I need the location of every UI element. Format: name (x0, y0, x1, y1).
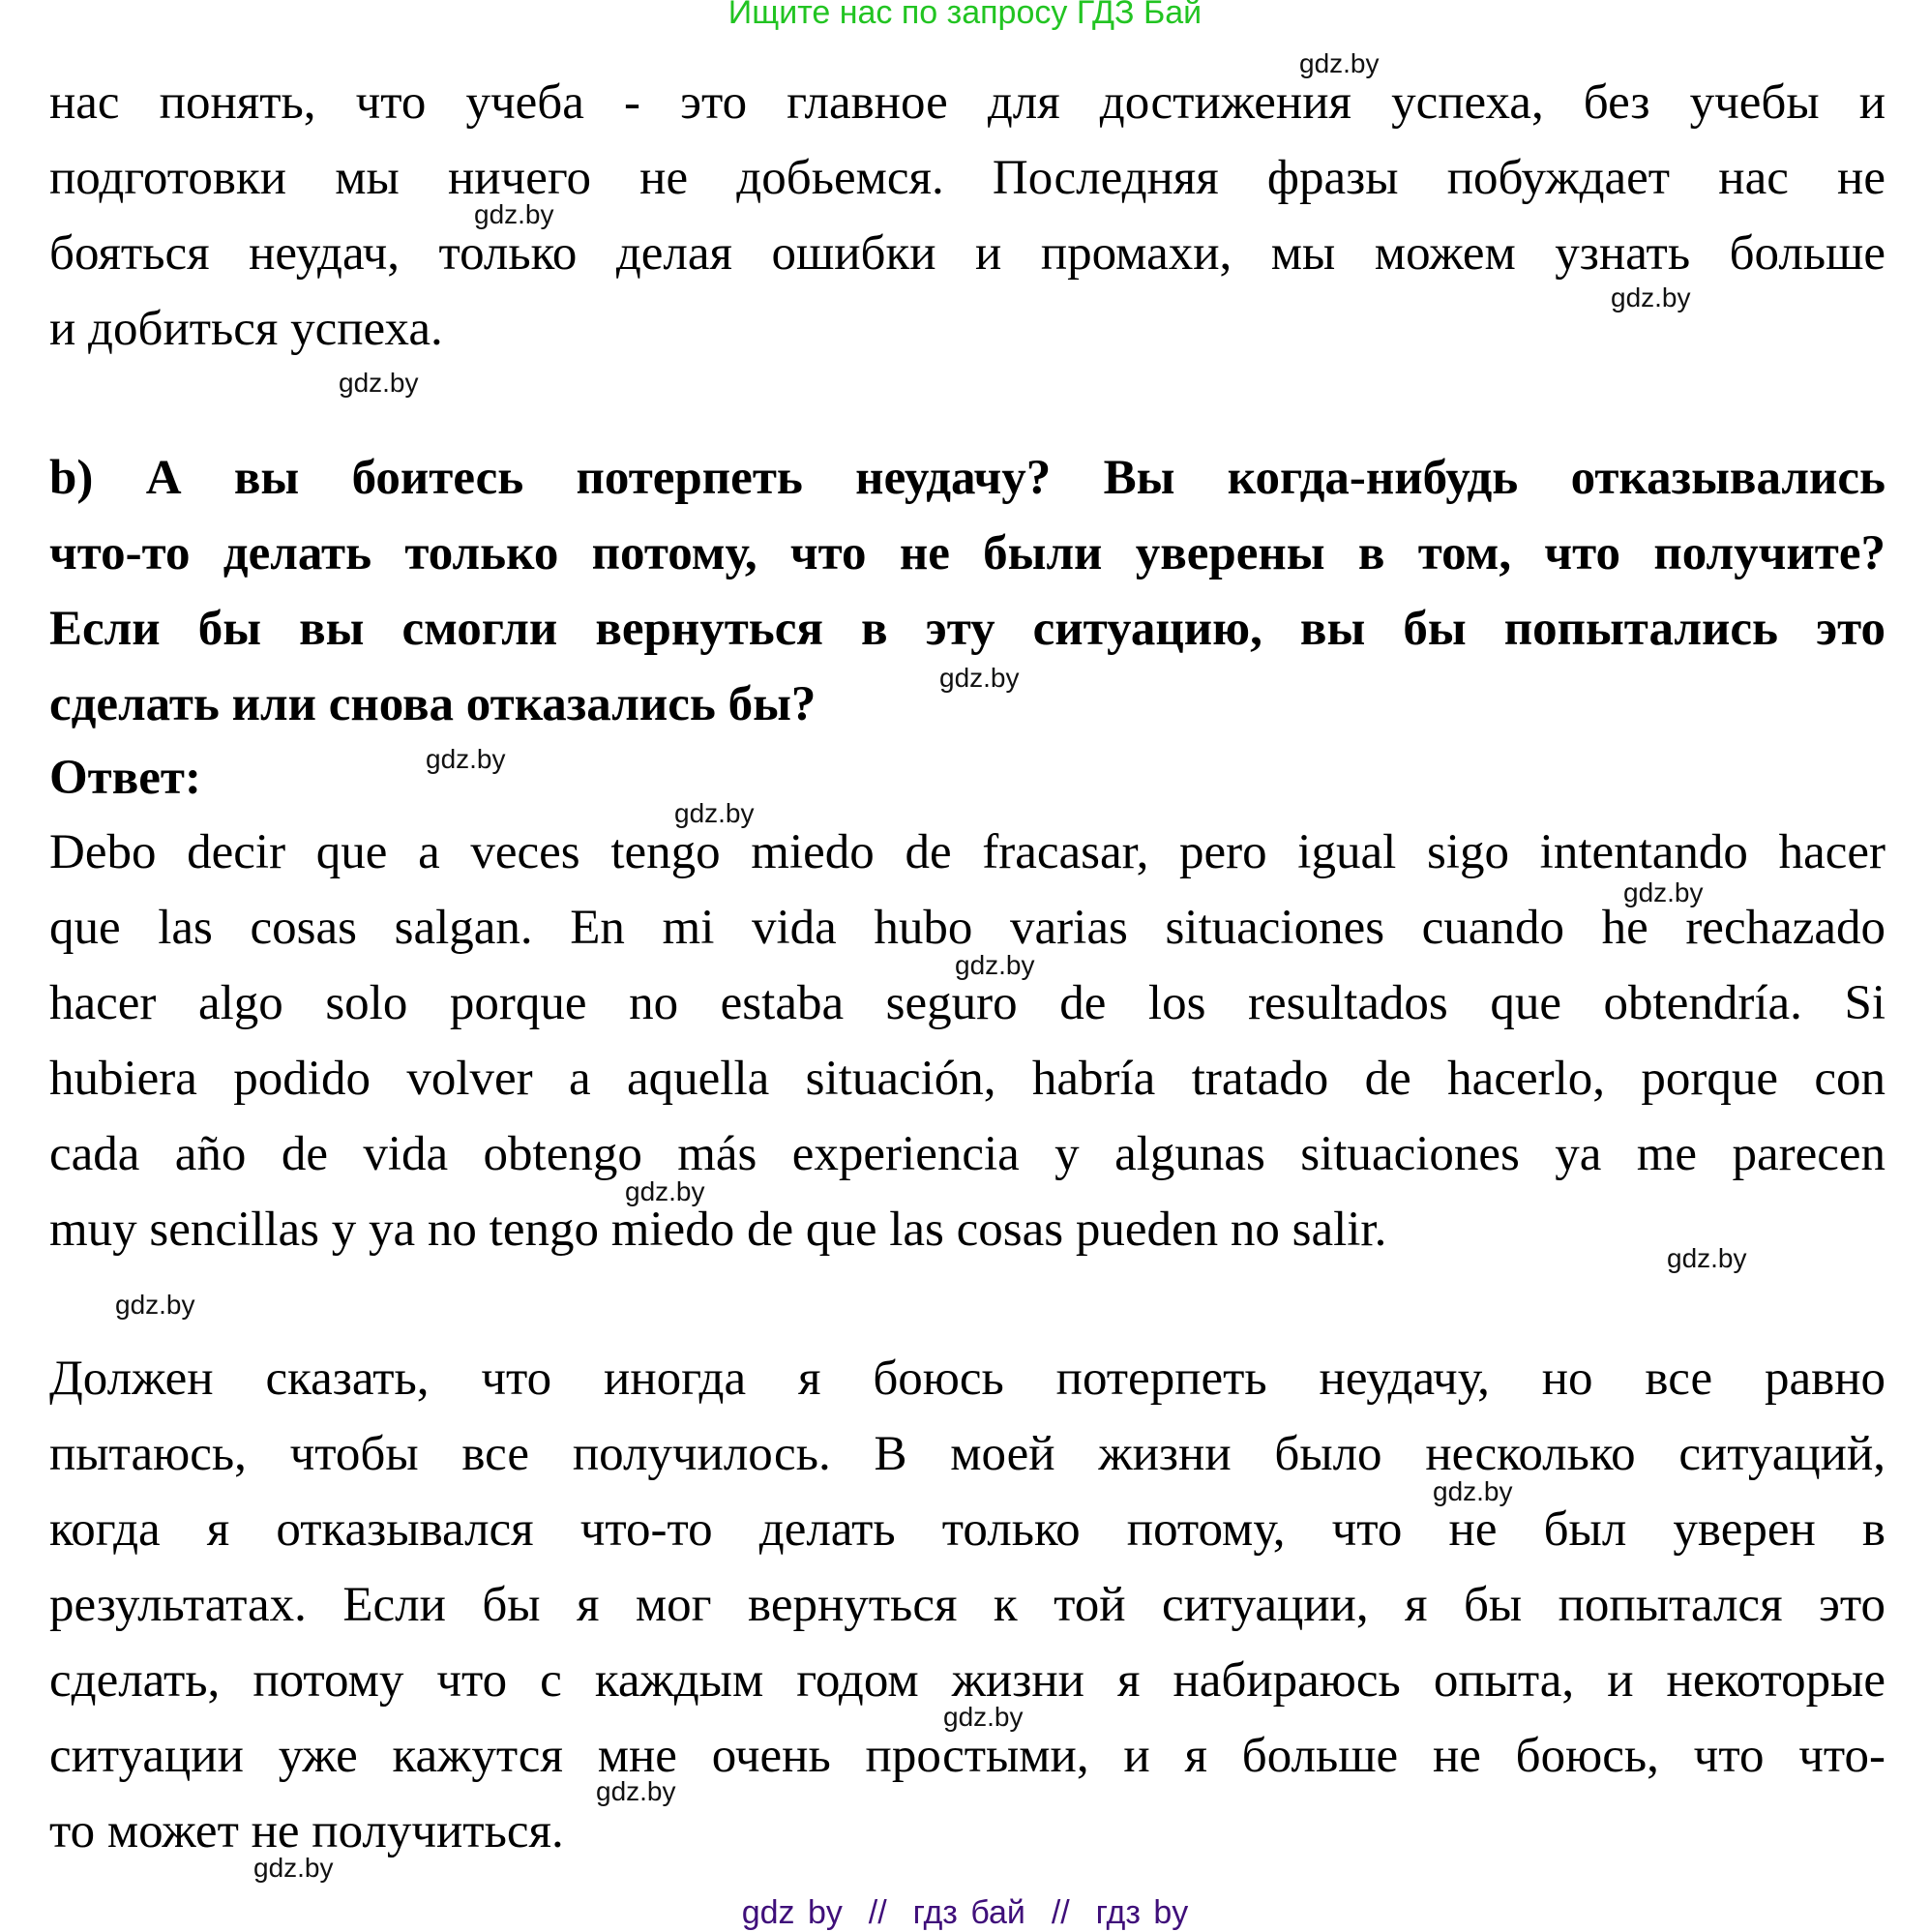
text-line: когда я отказывался что-то делать только потому, что не был уверен в (49, 1502, 1885, 1557)
text-line: que las cosas salgan. En mi vida hubo varias situaciones cuando he rechazado (49, 901, 1885, 955)
text-line: результатах. Если бы я мог вернуться к той ситуации, я бы попытался это (49, 1578, 1885, 1632)
watermark: gdz.by (596, 1776, 676, 1806)
text-line: cada año de vida obtengo más experiencia y algunas situaciones ya me parecen (49, 1127, 1885, 1181)
text-line: и добиться успеха. (49, 302, 443, 356)
watermark: gdz.by (955, 950, 1035, 980)
text-line: подготовки мы ничего не добьемся. Последняя фразы побуждает нас не (49, 151, 1885, 205)
answer-spanish (49, 815, 1885, 1267)
text-line: сделать или снова отказались бы? (49, 677, 817, 731)
text-line: Debo decir que a veces tengo miedo de fracasar, pero igual sigo intentando hacer (49, 825, 1885, 879)
answer-label: Ответ: (49, 751, 201, 805)
watermark: gdz.by (943, 1702, 1024, 1732)
watermark: gdz.by (474, 199, 554, 229)
text-line: то может не получиться. (49, 1804, 564, 1858)
text-line: ситуации уже кажутся мне очень простыми, и я больше не боюсь, что что- (49, 1729, 1885, 1783)
text-line: нас понять, что учеба - это главное для достижения успеха, без учебы и (49, 75, 1885, 130)
text-line: пытаюсь, чтобы все получилось. В моей жизни было несколько ситуаций, (49, 1427, 1885, 1481)
text-line: Если бы вы смогли вернуться в эту ситуацию, вы бы попытались это (49, 602, 1885, 656)
text-line: hubiera podido volver a aquella situación, habría tratado de hacerlo, porque con (49, 1052, 1885, 1106)
watermark: gdz.by (253, 1853, 334, 1883)
paragraph-intro (49, 65, 1885, 367)
text-line: muy sencillas y ya no tengo miedo de que las cosas pueden no salir. (49, 1203, 1387, 1257)
footer-links: gdz by // гдз бай // гдз by (741, 1894, 1189, 1931)
text-line: hacer algo solo porque no estaba seguro de los resultados que obtendría. Si (49, 976, 1885, 1030)
watermark: gdz.by (1623, 877, 1704, 907)
watermark: gdz.by (939, 663, 1020, 693)
watermark: gdz.by (1611, 282, 1691, 312)
watermark: gdz.by (1299, 48, 1380, 78)
answer-label-block (49, 740, 1885, 816)
search-hint-banner: Ищите нас по запросу ГДЗ Бай (727, 0, 1203, 31)
watermark: gdz.by (426, 744, 506, 774)
text-line: b) А вы боитесь потерпеть неудачу? Вы когда-нибудь отказывались (49, 451, 1885, 505)
watermark: gdz.by (1433, 1476, 1513, 1506)
text-line: сделать, потому что с каждым годом жизни я набираюсь опыта, и некоторые (49, 1653, 1885, 1708)
watermark: gdz.by (115, 1290, 195, 1320)
watermark: gdz.by (1667, 1243, 1747, 1273)
question-b (49, 440, 1885, 742)
answer-russian (49, 1341, 1885, 1869)
watermark: gdz.by (339, 368, 419, 398)
text-line: бояться неудач, только делая ошибки и промахи, мы можем узнать больше (49, 226, 1885, 281)
text-line: что-то делать только потому, что не были уверены в том, что получите? (49, 526, 1885, 580)
text-line: Должен сказать, что иногда я боюсь потерпеть неудачу, но все равно (49, 1352, 1885, 1406)
watermark: gdz.by (625, 1176, 705, 1206)
watermark: gdz.by (674, 798, 755, 828)
